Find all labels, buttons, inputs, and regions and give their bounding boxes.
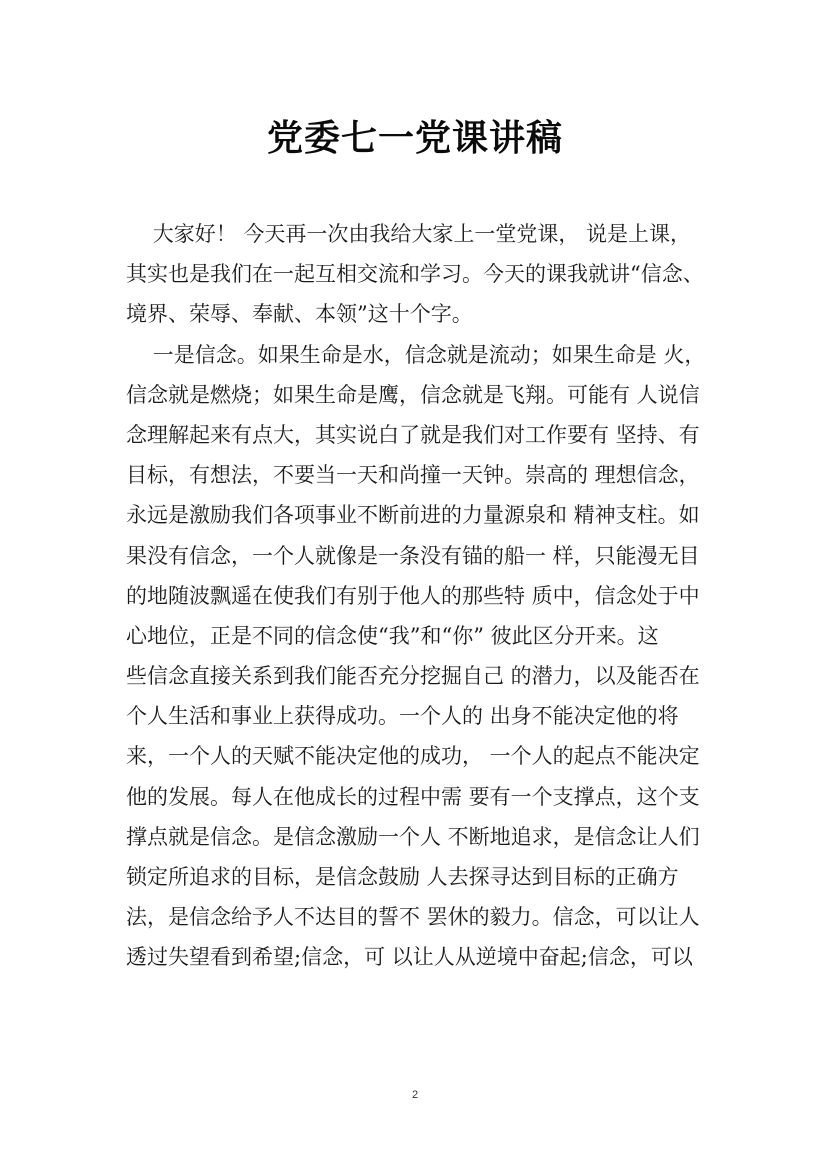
page-number: 2 xyxy=(411,1089,419,1101)
body-line: 来，一个人的天赋不能决定他的成功， 一个人的起点不能决定 xyxy=(126,744,700,769)
body-line: 目标，有想法，不要当一天和尚撞一天钟。崇高的 理想信念， xyxy=(126,463,700,488)
body-line: 法，是信念给予人不达目的誓不 罢休的毅力。信念，可以让人 xyxy=(126,905,700,930)
body-line: 念理解起来有点大，其实说白了就是我们对工作要有 坚持、有 xyxy=(126,422,700,447)
body-line: 透过失望看到希望;信念，可 以让人从逆境中奋起;信念，可以 xyxy=(126,945,693,970)
body-line: 心地位，正是不同的信念使“我”和“你” 彼此区分开来。这 xyxy=(126,623,659,648)
document-body xyxy=(126,218,716,982)
body-line: 些信念直接关系到我们能否充分挖掘自己 的潜力，以及能否在 xyxy=(126,664,700,689)
body-line: 个人生活和事业上获得成功。一个人的 出身不能决定他的将 xyxy=(126,704,679,729)
document-title: 党委七一党课讲稿 xyxy=(266,118,563,159)
body-line: 果没有信念，一个人就像是一条没有锚的船一 样，只能漫无目 xyxy=(126,543,700,568)
body-line: 撑点就是信念。是信念激励一个人 不断地追求，是信念让人们 xyxy=(126,824,700,849)
body-line: 一是信念。如果生命是水，信念就是流动；如果生命是 火， xyxy=(126,342,706,367)
body-line: 信念就是燃烧；如果生命是鹰，信念就是飞翔。可能有 人说信 xyxy=(126,382,700,407)
body-line: 境界、荣辱、奉献、本领”这十个字。 xyxy=(126,302,473,327)
body-line: 锁定所追求的目标，是信念鼓励 人去探寻达到目标的正确方 xyxy=(126,865,679,889)
body-line: 他的发展。每人在他成长的过程中需 要有一个支撑点，这个支 xyxy=(126,784,700,809)
body-line: 大家好！ 今天再一次由我给大家上一堂党课， 说是上课， xyxy=(126,222,692,246)
body-line: 永远是激励我们各项事业不断前进的力量源泉和 精神支柱。如 xyxy=(126,503,700,528)
body-line: 的地随波飘遥在使我们有别于他人的那些特 质中，信念处于中 xyxy=(126,583,700,608)
body-line: 其实也是我们在一起互相交流和学习。今天的课我就讲“信念、 xyxy=(126,262,704,287)
